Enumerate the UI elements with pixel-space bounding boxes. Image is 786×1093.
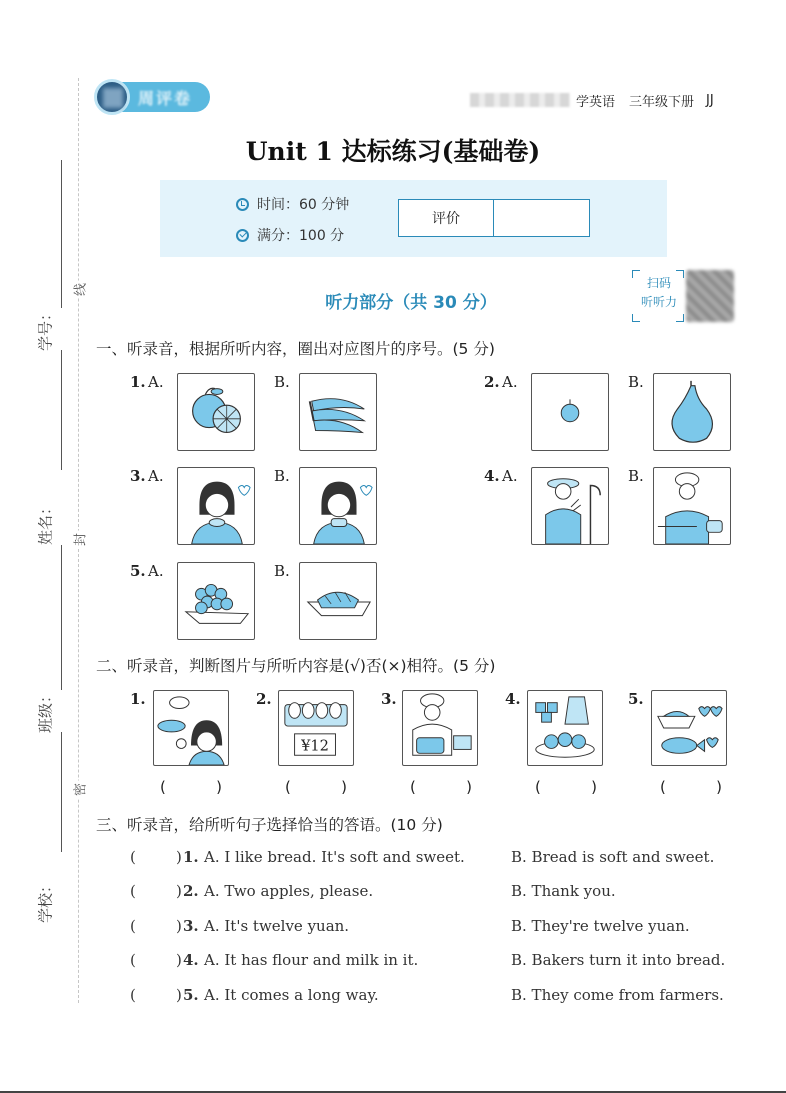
p2-item5-answer[interactable]: ( ) (660, 778, 722, 796)
badge-text: 周评卷 (138, 89, 193, 108)
score-row (236, 225, 344, 245)
p3-row3-option-a[interactable]: A. It's twelve yuan. (204, 917, 350, 935)
p3-row5: ( ) 5. A. It comes a long way. B. They come from farmers. (130, 986, 724, 1004)
p3-row1-number: 1. (183, 848, 199, 866)
p3-row5-option-b[interactable]: B. They come from farmers. (511, 986, 724, 1004)
farmer-icon[interactable] (531, 467, 609, 545)
evaluation-value-cell[interactable] (494, 200, 589, 236)
p2-item4-number: 4. (505, 690, 521, 708)
p1-item4-a-label[interactable]: A. (502, 467, 518, 485)
girl-eating-bread-icon[interactable] (299, 467, 377, 545)
clock-icon (236, 198, 249, 211)
weekly-test-badge (94, 79, 212, 116)
time-row (236, 194, 349, 214)
binding-char-mi: 密 (70, 781, 89, 799)
bananas-icon[interactable] (299, 373, 377, 451)
p3-row3: ( ) 3. A. It's twelve yuan. B. They're twelve yuan. (130, 917, 690, 935)
grade-label: 三年级下册 (629, 94, 695, 110)
orange-icon[interactable] (177, 373, 255, 451)
pear-icon[interactable] (653, 373, 731, 451)
baker-icon[interactable] (653, 467, 731, 545)
student-id-label: 学号： (36, 306, 55, 352)
p1-item1-a-label[interactable]: A. (148, 373, 164, 391)
p2-item2-number: 2. (256, 690, 272, 708)
small-apple-icon[interactable] (531, 373, 609, 451)
girl-eating-icon[interactable] (177, 467, 255, 545)
part1-heading: 一、听录音，根据所听内容，圈出对应图片的序号。(5 分) (96, 340, 495, 358)
p1-item2-b-label[interactable]: B. (628, 373, 644, 391)
p1-item2-number: 2. (484, 373, 500, 391)
eggs-price-icon[interactable] (278, 690, 354, 766)
p3-row1: ( ) 1. A. I like bread. It's soft and sweet. B. Bread is soft and sweet. (130, 848, 715, 866)
p3-row4: ( ) 4. A. It has flour and milk in it. B. Bakers turn it into bread. (130, 951, 726, 969)
p1-item3-a-label[interactable]: A. (148, 467, 164, 485)
p3-row3-number: 3. (183, 917, 199, 935)
p2-item3-number: 3. (381, 690, 397, 708)
p3-row1-option-b[interactable]: B. Bread is soft and sweet. (511, 848, 715, 866)
p3-row2-option-b[interactable]: B. Thank you. (511, 882, 616, 900)
scan-qr-area[interactable] (632, 270, 736, 322)
p3-row1-answer-open[interactable]: ( (130, 848, 136, 866)
name-label: 姓名： (36, 500, 55, 546)
price-tag-text: ¥12 (301, 737, 329, 755)
evaluation-box (398, 199, 590, 237)
series-name-blurred (470, 93, 570, 107)
p3-row2-number: 2. (183, 882, 199, 900)
p1-item4-number: 4. (484, 467, 500, 485)
part3-heading: 三、听录音，给所听句子选择恰当的答语。(10 分) (96, 816, 443, 834)
p3-row3-option-b[interactable]: B. They're twelve yuan. (511, 917, 690, 935)
p3-row5-option-a[interactable]: A. It comes a long way. (204, 986, 379, 1004)
p3-row4-option-a[interactable]: A. It has flour and milk in it. (204, 951, 419, 969)
series-header (470, 92, 714, 108)
p3-row3-answer-open[interactable]: ( (130, 917, 136, 935)
p3-row2-answer-open[interactable]: ( (130, 882, 136, 900)
p1-item1-number: 1. (130, 373, 146, 391)
p1-item4-b-label[interactable]: B. (628, 467, 644, 485)
p2-item3-answer[interactable]: ( ) (410, 778, 472, 796)
page-title: Unit 1 达标练习(基础卷) (245, 137, 541, 166)
p3-row1-option-a[interactable]: A. I like bread. It's soft and sweet. (204, 848, 465, 866)
p3-row4-option-b[interactable]: B. Bakers turn it into bread. (511, 951, 726, 969)
grapes-plate-icon[interactable] (177, 562, 255, 640)
full-score-text: 满分：100 分 (257, 228, 345, 244)
baker-cake-icon[interactable] (402, 690, 478, 766)
p2-item4-answer[interactable]: ( ) (535, 778, 597, 796)
time-text: 时间：60 分钟 (257, 197, 350, 213)
p1-item5-b-label[interactable]: B. (274, 562, 290, 580)
p1-item3-b-label[interactable]: B. (274, 467, 290, 485)
p3-row5-answer-open[interactable]: ( (130, 986, 136, 1004)
p2-item1-answer[interactable]: ( ) (160, 778, 222, 796)
part2-heading: 二、听录音，判断图片与所听内容是(√)否(×)相符。(5 分) (96, 657, 496, 675)
listening-section-title: 听力部分（共 30 分） (325, 293, 497, 313)
fish-hearts-icon[interactable] (651, 690, 727, 766)
edition-label: JJ (706, 92, 714, 108)
p1-item2-a-label[interactable]: A. (502, 373, 518, 391)
p3-row2-option-a[interactable]: A. Two apples, please. (204, 882, 374, 900)
p2-item5-number: 5. (628, 690, 644, 708)
girl-noodles-icon[interactable] (153, 690, 229, 766)
class-label: 班级： (36, 688, 55, 734)
evaluation-label: 评价 (399, 200, 494, 236)
p3-row4-number: 4. (183, 951, 199, 969)
binding-char-xian: 线 (70, 281, 89, 299)
p1-item5-a-label[interactable]: A. (148, 562, 164, 580)
bread-plate-icon[interactable] (299, 562, 377, 640)
subject-label: 学英语 (576, 94, 616, 110)
p1-item3-number: 3. (130, 467, 146, 485)
p2-item1-number: 1. (130, 690, 146, 708)
p3-row2: ( ) 2. A. Two apples, please. B. Thank you. (130, 882, 616, 900)
exam-info-box (160, 180, 667, 257)
check-circle-icon (236, 229, 249, 242)
p1-item1-b-label[interactable]: B. (274, 373, 290, 391)
bread-flour-icon[interactable] (527, 690, 603, 766)
scan-text: 扫码 听听力 (640, 276, 677, 309)
school-label: 学校： (36, 878, 55, 924)
p1-item5-number: 5. (130, 562, 146, 580)
binding-char-feng: 封 (70, 531, 89, 549)
p3-row4-answer-open[interactable]: ( (130, 951, 136, 969)
p2-item2-answer[interactable]: ( ) (285, 778, 347, 796)
p3-row5-number: 5. (183, 986, 199, 1004)
qr-code-icon[interactable] (686, 270, 734, 322)
